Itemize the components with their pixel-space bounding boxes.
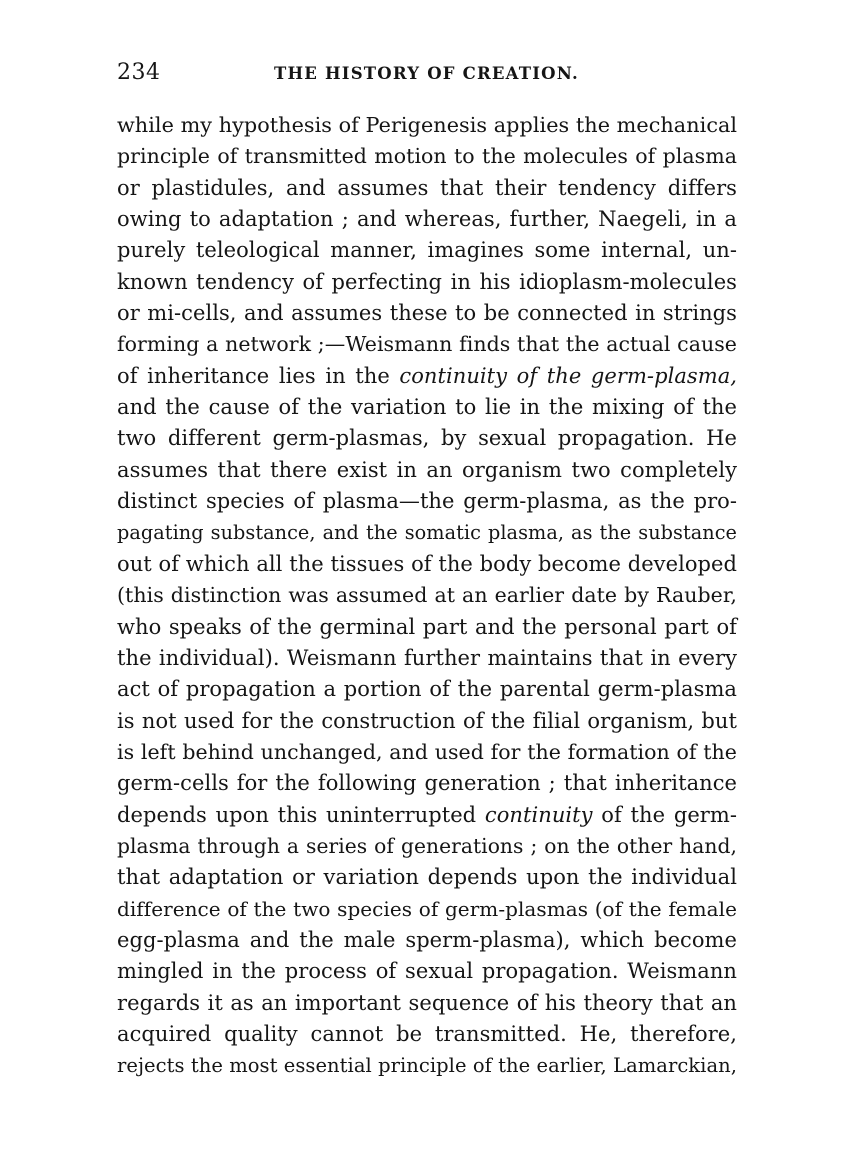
text-line: out of which all the tissues of the body become developed bbox=[117, 551, 737, 576]
text-line: is left behind unchanged, and used for the formation of the bbox=[117, 739, 737, 764]
text-line: mingled in the process of sexual propagation. Weismann bbox=[117, 959, 737, 984]
text-line: forming a network ;—Weismann finds that the actual cause bbox=[117, 332, 737, 357]
page-number: 234 bbox=[117, 60, 161, 85]
text-line: purely teleological manner, imagines some internal, un- bbox=[117, 238, 737, 263]
text-line: germ-cells for the following generation ; that inheritance bbox=[117, 771, 737, 796]
text-line: known tendency of perfecting in his idioplasm-molecules bbox=[117, 269, 737, 294]
running-title: THE HISTORY OF CREATION. bbox=[274, 64, 579, 83]
text-line: that adaptation or variation depends upon the individual bbox=[117, 865, 737, 890]
text-line: difference of the two species of germ-plasmas (of the female bbox=[117, 896, 737, 921]
body-text bbox=[117, 110, 737, 1082]
text-line: or plastidules, and assumes that their tendency differs bbox=[117, 175, 737, 200]
text-line: pagating substance, and the somatic plasma, as the substance bbox=[117, 521, 737, 545]
text-line: is not used for the construction of the filial organism, but bbox=[117, 708, 737, 733]
text-line: plasma through a series of generations ; on the other hand, bbox=[117, 833, 737, 858]
text-line: who speaks of the germinal part and the personal part of bbox=[117, 614, 737, 639]
running-head bbox=[117, 58, 737, 88]
italic-phrase: continuity of the germ-plasma, bbox=[399, 363, 737, 388]
text-line: two different germ-plasmas, by sexual propagation. He bbox=[117, 426, 737, 451]
text-line: regards it as an important sequence of his theory that an bbox=[117, 990, 737, 1015]
text-line: rejects the most essential principle of the earlier, Lamarckian, bbox=[117, 1054, 737, 1078]
text-line: (this distinction was assumed at an earlier date by Rauber, bbox=[117, 583, 737, 608]
text-line: while my hypothesis of Perigenesis applies the mechanical bbox=[117, 113, 738, 137]
text-line: egg-plasma and the male sperm-plasma), which become bbox=[117, 927, 737, 952]
text-line: acquired quality cannot be transmitted. He, therefore, bbox=[117, 1021, 737, 1046]
text-line: or mi-cells, and assumes these to be connected in strings bbox=[117, 301, 737, 326]
text-line: and the cause of the variation to lie in the mixing of the bbox=[117, 395, 737, 420]
text-line: owing to adaptation ; and whereas, further, Naegeli, in a bbox=[117, 207, 737, 232]
italic-word: continuity bbox=[484, 802, 593, 827]
text-line: act of propagation a portion of the parental germ-plasma bbox=[117, 677, 737, 702]
text-line: depends upon this uninterrupted continuity of the germ- bbox=[117, 802, 737, 827]
text-line: of inheritance lies in the continuity of the germ-plasma, bbox=[117, 363, 737, 388]
text-line: assumes that there exist in an organism two completely bbox=[117, 457, 737, 482]
text-line: the individual). Weismann further maintains that in every bbox=[117, 645, 737, 670]
text-line: principle of transmitted motion to the molecules of plasma bbox=[117, 144, 737, 169]
text-line: distinct species of plasma—the germ-plasma, as the pro- bbox=[117, 489, 737, 514]
